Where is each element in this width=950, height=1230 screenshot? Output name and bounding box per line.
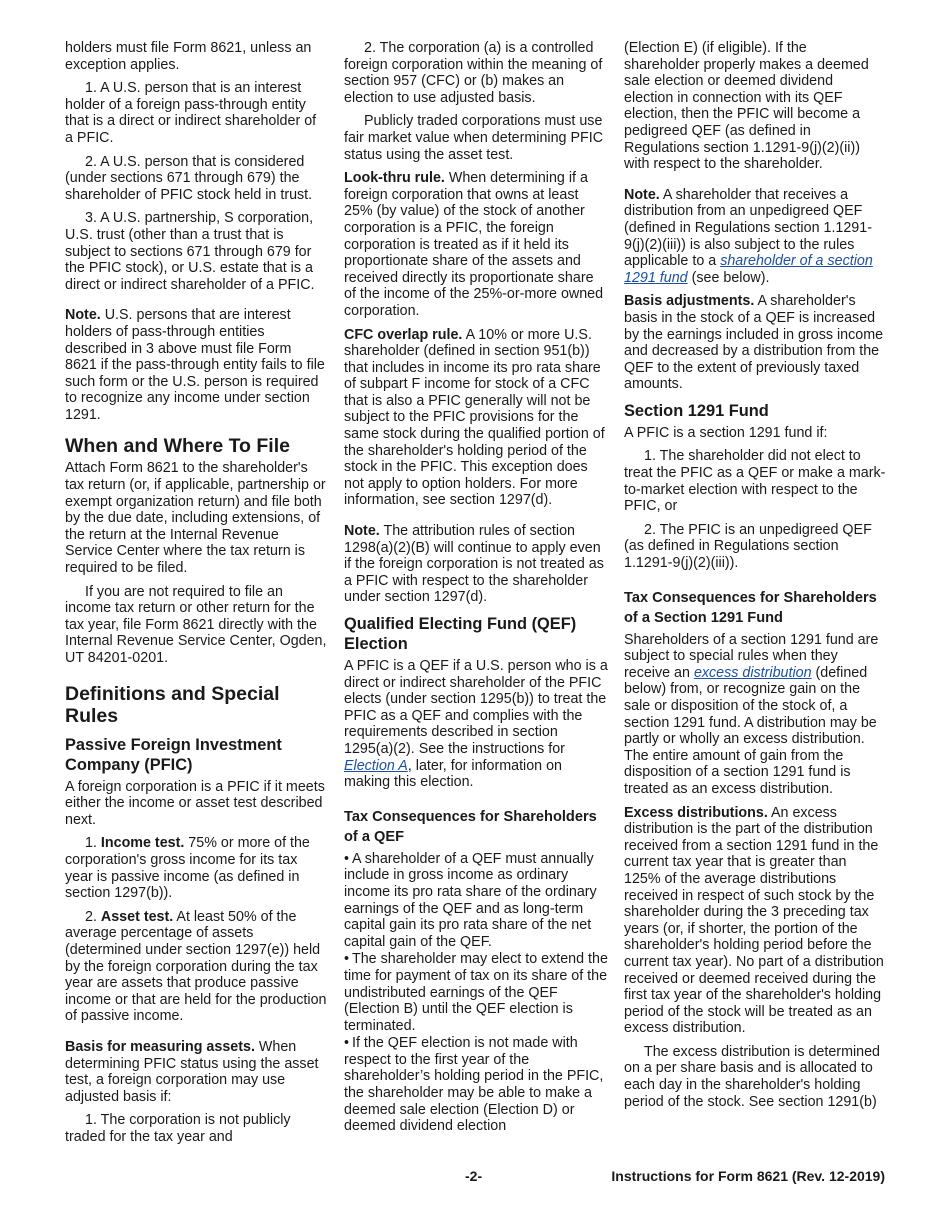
look-thru-paragraph: [344, 170, 608, 319]
note-paragraph: [624, 187, 886, 287]
basis-adjustments-text: A shareholder's basis in the stock of a QEF is increased by the earnings included in gross income and decreased by a distribution from the QEF to the extent of previously taxed amounts.: [624, 293, 884, 393]
bullet-item: [344, 1035, 608, 1135]
basis-adjustments-label: Basis adjustments.: [624, 293, 755, 310]
excess-distributions-text: An excess distribution is the part of the distribution received from a section 1291 fund in the current tax year that is greater than 125% of the average distributions received in respect of such stock by the shareholder during the 3 preceding tax years (or, if shorter, the portion of the shareholder's holding period before the current tax year). No part of a distribution received or deemed received during the first tax year of the shareholder's holding period of the stock will be treated as an excess distribution.: [624, 804, 884, 1037]
bullet-icon: •: [344, 951, 350, 968]
note-text-end: (see below).: [687, 269, 770, 286]
excess-distributions-label: Excess distributions.: [624, 804, 768, 821]
note-text: A shareholder that receives a distribution from an unpedigreed QEF (defined in Regulations section 1.1291-9(j)(2)(iii)) is also subject to the rules applicable to a: [624, 186, 872, 270]
heading-tax-consequences-1291: Tax Consequences for Shareholders of a Section 1291 Fund: [624, 589, 877, 627]
list-number: 1.: [85, 835, 101, 852]
list-number: 2.: [85, 908, 101, 925]
list-item: 1. The corporation is not publicly traded for the tax year and: [65, 1112, 291, 1145]
section-1291-shareholder-link[interactable]: shareholder of a section 1291 fund: [624, 253, 873, 286]
paragraph: (Election E) (if eligible). If the shareholder properly makes a deemed sale election or deemed dividend election in connection with its QEF election, then the PFIC will become a pedigreed QEF (as defined in Regulations section 1.1291-9(j)(2)(ii)) with respect to the shareholder.: [624, 40, 869, 173]
basis-paragraph: [65, 1039, 327, 1105]
income-test-label: Income test.: [100, 835, 185, 852]
qef-text-end: , later, for information on making this election.: [344, 757, 563, 791]
bullet-text: The shareholder may elect to extend the time for payment of tax on its share of the undistributed earnings of the QEF (Election B) until the QEF election is terminated.: [344, 951, 608, 1034]
excess-distribution-link[interactable]: excess distribution: [693, 664, 812, 681]
list-item: 2. The corporation (a) is a controlled foreign corporation within the meaning of section 957 (CFC) or (b) makes an election to use adjusted basis.: [344, 40, 603, 106]
column-1: [65, 40, 327, 1152]
bullet-text: If the QEF election is not made with respect to the first year of the shareholder’s holding period in the PFIC, the shareholder may be able to make a deemed sale election (Election D) or deemed dividend election: [344, 1035, 604, 1135]
note-label: Note.: [624, 186, 660, 203]
paragraph: Attach Form 8621 to the shareholder's tax return (or, if applicable, partnership or exempt organization return) and file both by the due date, including extensions, of the return at the Internal Revenue Service Center where the tax return is required to be filed.: [65, 460, 326, 577]
basis-label: Basis for measuring assets.: [65, 1038, 255, 1055]
bullet-icon: •: [344, 850, 350, 867]
bullet-text: A shareholder of a QEF must annually include in gross income as ordinary income its pro rata share of the ordinary earnings of the QEF and as long-term capital gain its pro rata share of the net capital gain of the QEF.: [344, 850, 597, 950]
look-thru-text: When determining if a foreign corporation that owns at least 25% (by value) of the stock of another corporation is a PFIC, the foreign corporation is treated as if it held its proportionate share of the assets and received directly its proportionate share of the income of the 25%-or-more owned corporation.: [344, 170, 604, 319]
list-item: 1. The shareholder did not elect to treat the PFIC as a QEF or make a mark-to-market election with respect to the PFIC, or: [624, 448, 886, 515]
paragraph: [624, 632, 886, 798]
paragraph: A foreign corporation is a PFIC if it meets either the income or asset test described next.: [65, 778, 325, 828]
paragraph: Publicly traded corporations must use fair market value when determining PFIC status using the asset test.: [344, 113, 604, 163]
heading-section-1291-fund: Section 1291 Fund: [624, 401, 769, 420]
footer-title: Instructions for Form 8621 (Rev. 12-2019): [611, 1168, 885, 1184]
bullet-item: [344, 851, 608, 951]
paragraph: The excess distribution is determined on a per share basis and is allocated to each day in the shareholder's holding period of the stock. See section 1291(b): [624, 1043, 881, 1110]
bullet-icon: •: [344, 1035, 350, 1052]
heading-tax-consequences-qef: Tax Consequences for Shareholders of a QEF: [344, 808, 597, 846]
election-a-link[interactable]: Election A: [344, 757, 408, 774]
heading-when-where-to-file: When and Where To File: [65, 435, 290, 458]
list-item: 2. A U.S. person that is considered (under sections 671 through 679) the shareholder of PFIC stock held in trust.: [65, 153, 313, 203]
asset-test-label: Asset test.: [100, 908, 174, 925]
column-3: [624, 40, 886, 1117]
note-paragraph: [65, 307, 327, 423]
column-2: [344, 40, 608, 1136]
page-number: -2-: [465, 1168, 483, 1184]
look-thru-label: Look-thru rule.: [344, 170, 445, 187]
paragraph: holders must file Form 8621, unless an exception applies.: [65, 40, 312, 73]
heading-qef-election: Qualified Electing Fund (QEF) Election: [344, 615, 577, 653]
text: Shareholders of a section 1291 fund are subject to special rules when they receive an: [624, 631, 879, 681]
list-item: 1. A U.S. person that is an interest holder of a foreign pass-through entity that is a direct or indirect shareholder of a PFIC.: [65, 80, 317, 146]
list-item-income-test: [65, 835, 327, 901]
note-label: Note.: [344, 523, 380, 540]
asset-test-text: At least 50% of the average percentage of assets (determined under section 1297(e)) held by the foreign corporation during the tax year are assets that produce passive income or that are held for the production of passive income.: [65, 908, 327, 1025]
excess-distributions-paragraph: [624, 805, 886, 1037]
cfc-label: CFC overlap rule.: [344, 326, 463, 343]
note-text: The attribution rules of section 1298(a)(2)(B) will continue to apply even if the foreign corporation is not treated as a PFIC with respect to the shareholder under section 1297(d).: [344, 523, 604, 606]
note-label: Note.: [65, 307, 101, 324]
qef-paragraph: [344, 658, 608, 791]
text: (defined below) from, or recognize gain on the sale or disposition of the stock of, a section 1291 fund. A distribution may be partly or wholly an excess distribution. The entire amount of gain from the disposition of a section 1291 fund is treated as an excess distribution.: [624, 664, 877, 797]
bullet-item: [344, 951, 608, 1034]
income-test-text: 75% or more of the corporation's gross income for its tax year is passive income (as defined in section 1297(b)).: [65, 835, 310, 902]
basis-text: When determining PFIC status using the asset test, a foreign corporation may use adjusted basis if:: [65, 1038, 319, 1105]
list-item-asset-test: [65, 909, 327, 1025]
cfc-overlap-paragraph: [344, 327, 608, 510]
list-item: 2. The PFIC is an unpedigreed QEF (as defined in Regulations section 1.1291-9(j)(2)(iii)).: [624, 521, 872, 572]
paragraph: If you are not required to file an income tax return or other return for the tax year, file Form 8621 directly with the Internal Revenue Service Center, Ogden, UT 84201-0201.: [65, 583, 327, 666]
list-item: 3. A U.S. partnership, S corporation, U.S. trust (other than a trust that is subject to sections 671 through 679 for the PFIC stock), or U.S. estate that is a direct or indirect shareholder of a PFIC.: [65, 210, 315, 293]
cfc-text: A 10% or more U.S. shareholder (defined in section 951(b)) that includes in income its pro rata share of subpart F income for stock of a CFC that is also a PFIC generally will not be subject to the PFIC provisions for the same stock during the qualified portion of the shareholder's holding period of the stock in the PFIC. This exception does not apply to option holders. For more information, see section 1297(d).: [344, 326, 605, 509]
basis-adjustments-paragraph: [624, 293, 886, 393]
heading-definitions: Definitions and Special Rules: [65, 682, 280, 727]
note-text: U.S. persons that are interest holders of pass-through entities described in 3 above must file Form 8621 if the pass-through entity fails to file such form or the U.S. person is required to recognize any income under section 1291.: [65, 307, 325, 423]
paragraph: A PFIC is a section 1291 fund if:: [624, 424, 828, 441]
qef-text: A PFIC is a QEF if a U.S. person who is a direct or indirect shareholder of the PFIC elects (under section 1295(b)) to treat the PFIC as a QEF and complies with the requirements described in section 1295(a)(2). See the instructions for: [344, 658, 608, 757]
heading-pfic: Passive Foreign Investment Company (PFIC): [65, 735, 282, 774]
note-paragraph: [344, 523, 608, 606]
